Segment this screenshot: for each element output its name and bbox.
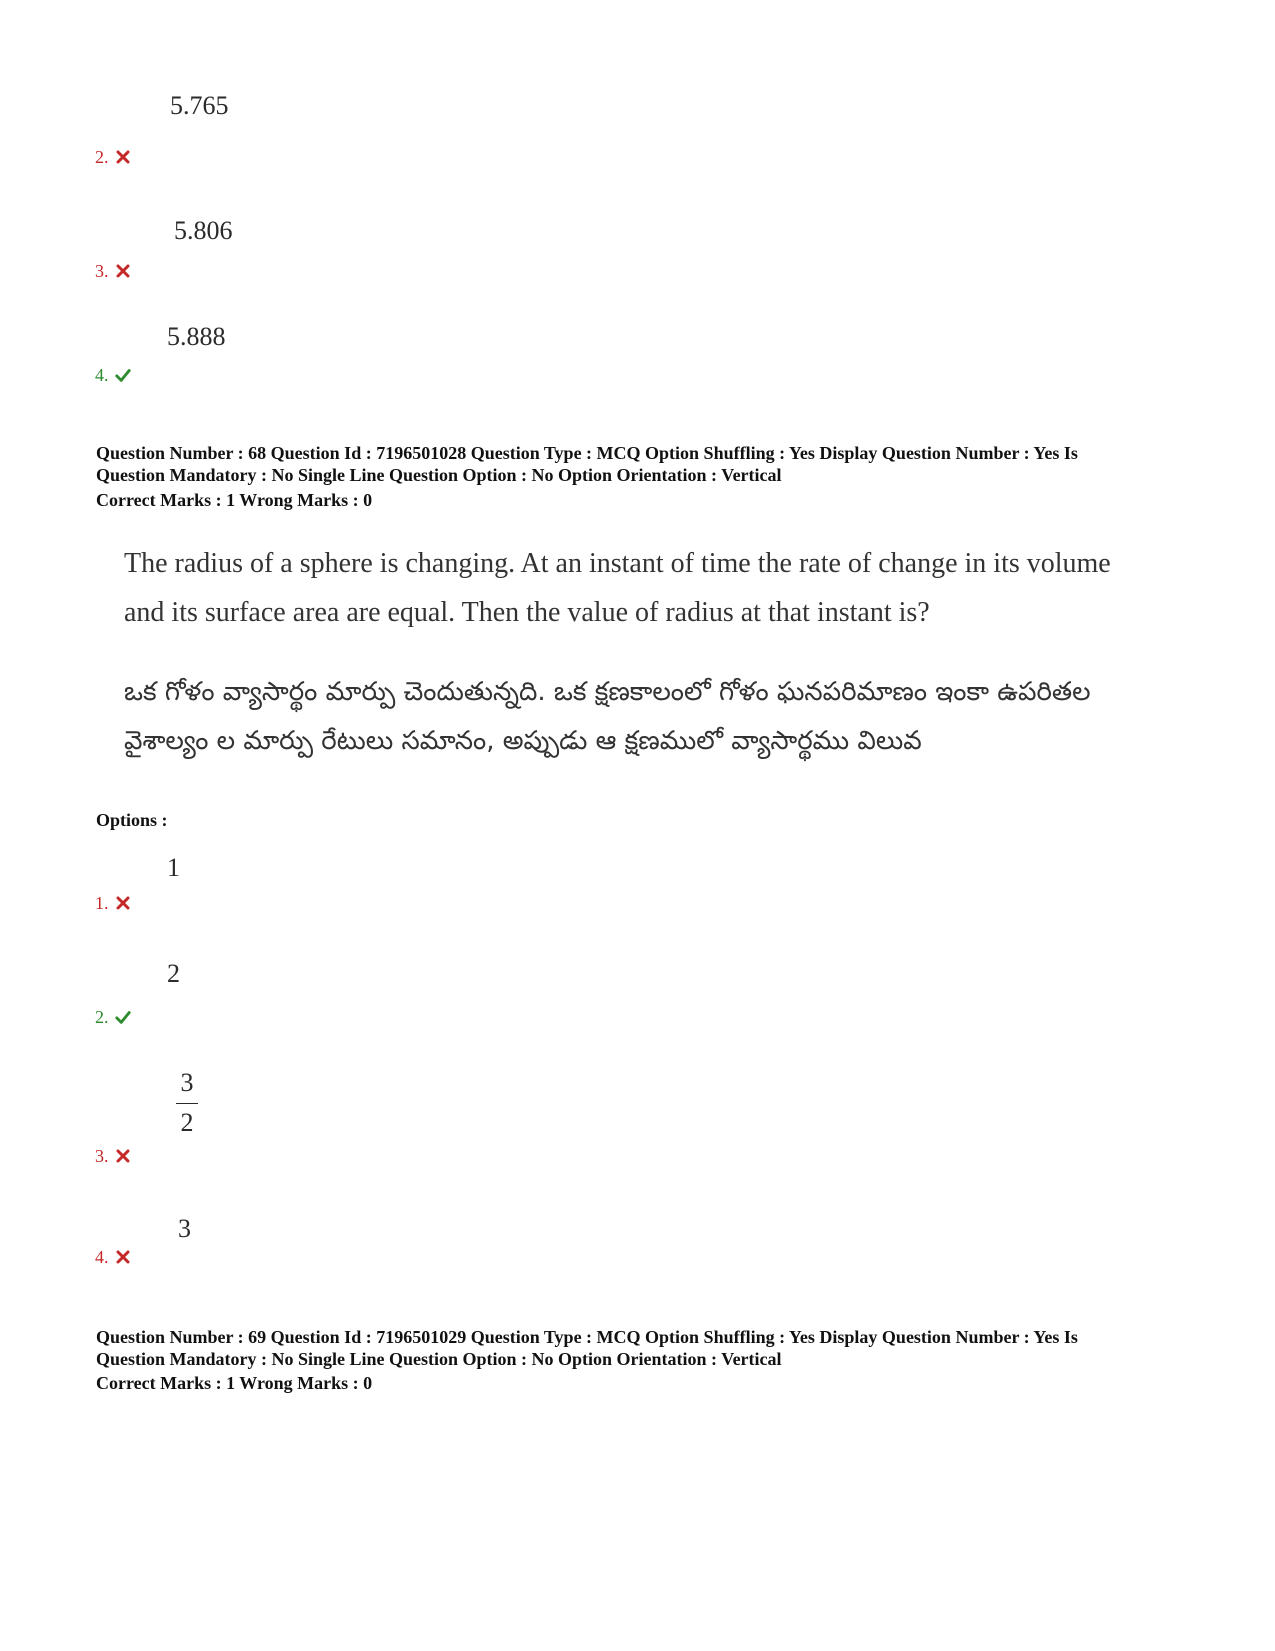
option-number-wrong bbox=[95, 894, 131, 912]
cross-icon bbox=[115, 1148, 131, 1164]
option-number: 3. bbox=[95, 1146, 109, 1166]
question-meta bbox=[96, 442, 1206, 486]
cross-icon bbox=[115, 263, 131, 279]
option-number-correct bbox=[95, 366, 131, 384]
question-text-english: The radius of a sphere is changing. At an instant of time the rate of change in its volume and its surface area are equal. Then the value of radius at that instant is? bbox=[124, 548, 1111, 628]
option-value: 3 bbox=[178, 1214, 191, 1243]
check-icon bbox=[115, 367, 131, 383]
option-number: 4. bbox=[95, 365, 109, 385]
option-value: 5.806 bbox=[174, 216, 233, 245]
option-number-correct bbox=[95, 1008, 131, 1026]
cross-icon bbox=[115, 149, 131, 165]
check-icon bbox=[115, 1009, 131, 1025]
fraction-denominator: 2 bbox=[180, 1108, 194, 1137]
option-value: 5.765 bbox=[170, 91, 229, 120]
question-text-telugu: ఒక గోళం వ్యాసార్థం మార్పు చెందుతున్నది. ఒక క్షణకాలంలో గోళం ఘనపరిమాణం ఇంకా ఉపరితల వైశాల్యం ల మార్పు రేటులు సమానం, అప్పుడు ఆ క్షణములో వ్యాసార్థము విలువ bbox=[124, 677, 1091, 756]
fraction-bar bbox=[176, 1103, 198, 1104]
option-number-wrong bbox=[95, 1248, 131, 1266]
question-meta bbox=[96, 1326, 1206, 1370]
question-marks: Correct Marks : 1 Wrong Marks : 0 bbox=[96, 1373, 373, 1393]
option-number: 4. bbox=[95, 1247, 109, 1267]
option-value: 1 bbox=[167, 853, 180, 882]
question-meta-line1: Question Number : 69 Question Id : 7196501029 Question Type : MCQ Option Shuffling : Yes Display Question Number : Yes Is bbox=[96, 1327, 1078, 1347]
option-value: 2 bbox=[167, 959, 180, 988]
option-number-wrong bbox=[95, 148, 131, 166]
option-fraction bbox=[176, 1070, 198, 1136]
option-value: 5.888 bbox=[167, 322, 226, 351]
question-marks: Correct Marks : 1 Wrong Marks : 0 bbox=[96, 490, 373, 510]
option-number: 3. bbox=[95, 261, 109, 281]
cross-icon bbox=[115, 895, 131, 911]
option-number-wrong bbox=[95, 1147, 131, 1165]
cross-icon bbox=[115, 1249, 131, 1265]
question-meta-line2: Question Mandatory : No Single Line Question Option : No Option Orientation : Vertical bbox=[96, 1349, 782, 1369]
options-label: Options : bbox=[96, 810, 168, 830]
option-number-wrong bbox=[95, 262, 131, 280]
option-number: 1. bbox=[95, 893, 109, 913]
option-number: 2. bbox=[95, 147, 109, 167]
option-number: 2. bbox=[95, 1007, 109, 1027]
question-meta-line2: Question Mandatory : No Single Line Question Option : No Option Orientation : Vertical bbox=[96, 465, 782, 485]
question-meta-line1: Question Number : 68 Question Id : 7196501028 Question Type : MCQ Option Shuffling : Yes Display Question Number : Yes Is bbox=[96, 443, 1078, 463]
fraction-numerator: 3 bbox=[180, 1068, 194, 1097]
